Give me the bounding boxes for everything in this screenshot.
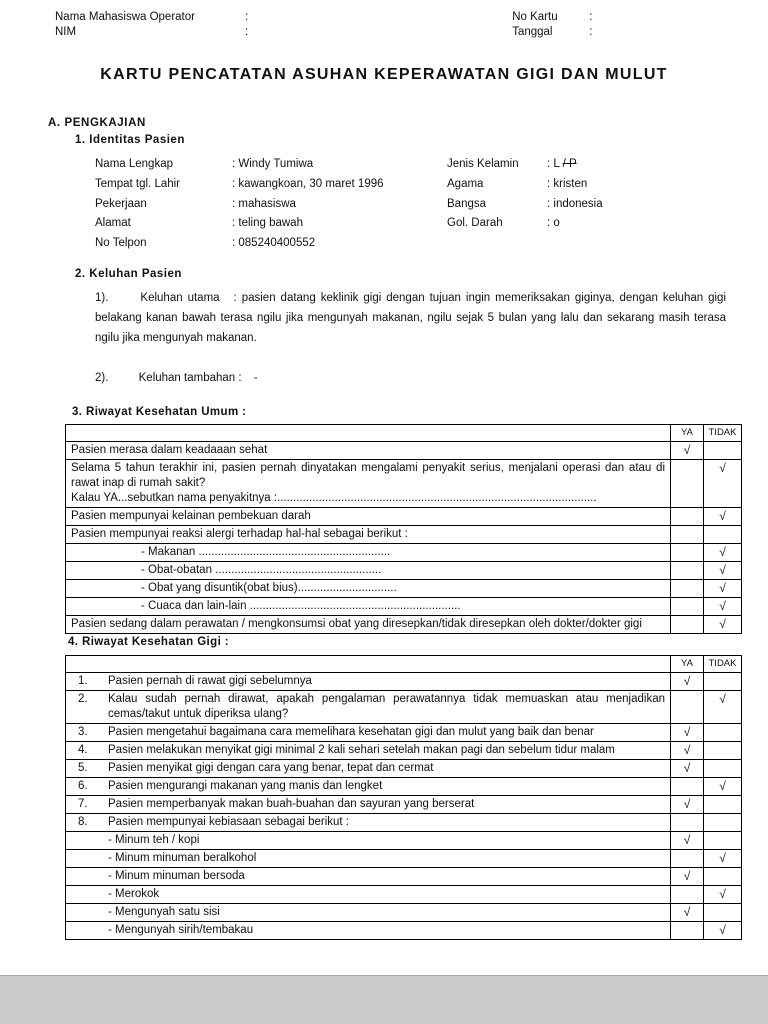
header-spacer: [248, 10, 512, 25]
colon: :: [589, 11, 593, 23]
ya-cell: [671, 561, 704, 579]
row-number: 1.: [78, 674, 88, 687]
question-cell: [66, 459, 671, 507]
question-flex: [71, 725, 665, 740]
table-row: [66, 690, 742, 723]
tidak-cell: √: [704, 543, 742, 561]
row-number: 7.: [78, 797, 88, 810]
table-row: [66, 885, 742, 903]
table-row: [66, 903, 742, 921]
row-number: 6.: [78, 779, 88, 792]
question-flex: [71, 743, 665, 758]
question-cell: [66, 741, 671, 759]
table-row: [66, 597, 742, 615]
tidak-cell: [704, 813, 742, 831]
tidak-cell: √: [704, 921, 742, 939]
table-row: [66, 672, 742, 690]
riwayat-gigi-table: [65, 655, 742, 940]
ya-cell: [671, 885, 704, 903]
row-number: [71, 923, 108, 938]
header-spacer: [248, 25, 512, 40]
header-row: [0, 25, 768, 40]
tidak-cell: √: [704, 597, 742, 615]
identity-label: Bangsa: [447, 197, 487, 210]
riwayat-umum-heading: 3. Riwayat Kesehatan Umum :: [72, 405, 247, 418]
question-cell: [66, 867, 671, 885]
question-text: Pasien mengurangi makanan yang manis dan lengket: [108, 779, 383, 792]
tidak-cell: √: [704, 561, 742, 579]
question-line: - Makanan ............................................................: [141, 545, 391, 558]
page-title: KARTU PENCATATAN ASUHAN KEPERAWATAN GIGI DAN MULUT: [100, 66, 668, 83]
identity-value: : teling bawah: [232, 217, 303, 230]
identity-value: : Windy Tumiwa: [232, 158, 314, 170]
question-cell: [66, 615, 671, 633]
tidak-cell: [704, 759, 742, 777]
question-flex: [71, 761, 665, 776]
colon: :: [245, 26, 249, 38]
ya-cell: [671, 459, 704, 507]
keluhan-utama-text: : pasien datang keklinik gigi dengan tujuan ingin memeriksakan giginya, dengan keluhan gigi belakang kanan bawah terasa ngilu jika mengunyah makanan, ngilu sejak 5 bulan yang lalu dan sekarang masih terasa ngilu jika mengunyah makanan.: [95, 291, 726, 344]
question-line: - Obat yang disuntik(obat bius)...............................: [141, 581, 397, 594]
table-row: [66, 507, 742, 525]
question-cell: [66, 885, 671, 903]
question-text: - Minum minuman beralkohol: [108, 851, 257, 864]
ya-cell: √: [671, 903, 704, 921]
question-line: Pasien sedang dalam perawatan / mengkonsumsi obat yang diresepkan/tidak diresepkan oleh dokter/dokter gigi: [71, 617, 642, 630]
row-number: [71, 869, 108, 884]
ya-cell: √: [671, 759, 704, 777]
tidak-column-header: TIDAK: [704, 424, 742, 441]
identity-rows: [0, 155, 768, 254]
ya-cell: [671, 849, 704, 867]
question-line: Kalau YA...sebutkan nama penyakitnya :....................................................................................................: [71, 491, 597, 504]
keluhan-heading: 2. Keluhan Pasien: [75, 267, 182, 280]
identity-label: Alamat: [95, 217, 131, 230]
identity-value: : L / P: [547, 158, 577, 170]
ya-column-header: YA: [671, 655, 704, 672]
identity-value: [547, 234, 768, 254]
identity-label: Pekerjaan: [95, 197, 147, 210]
question-cell: [66, 507, 671, 525]
riwayat-gigi-body: [66, 672, 742, 939]
header-label-no-kartu: No Kartu: [512, 11, 558, 23]
question-flex: [71, 923, 665, 938]
colon: :: [245, 11, 249, 23]
identitas-heading: 1. Identitas Pasien: [75, 134, 185, 146]
question-flex: [71, 692, 665, 722]
ya-cell: √: [671, 741, 704, 759]
keluhan-tambahan-text: -: [253, 371, 258, 384]
ya-cell: [671, 579, 704, 597]
row-number: [71, 905, 108, 920]
identity-label: Gol. Darah: [447, 217, 503, 230]
tidak-cell: √: [704, 615, 742, 633]
question-text: Pasien menyikat gigi dengan cara yang benar, tepat dan cermat: [108, 761, 434, 774]
row-number: [71, 887, 108, 902]
question-cell: [66, 561, 671, 579]
question-line: Pasien mempunyai kelainan pembekuan darah: [71, 509, 311, 522]
riwayat-umum-table: [65, 424, 742, 634]
keluhan-tambahan-number: 2).: [95, 371, 109, 384]
tidak-cell: [704, 795, 742, 813]
ya-cell: [671, 690, 704, 723]
question-text: - Mengunyah sirih/tembakau: [108, 923, 254, 936]
tidak-cell: √: [704, 507, 742, 525]
riwayat-gigi-heading: 4. Riwayat Kesehatan Gigi :: [68, 635, 229, 648]
ya-cell: √: [671, 672, 704, 690]
question-cell: [66, 831, 671, 849]
keluhan-utama-title: Keluhan utama: [140, 291, 220, 304]
row-number: 3.: [78, 725, 88, 738]
table-row: [66, 615, 742, 633]
question-text: Pasien mengetahui bagaimana cara memelihara kesehatan gigi dan mulut yang baik dan benar: [108, 725, 594, 738]
question-line: Pasien merasa dalam keadaaan sehat: [71, 443, 268, 456]
keluhan-tambahan-title: Keluhan tambahan :: [138, 371, 242, 384]
question-cell: [66, 777, 671, 795]
table-header-row: [66, 424, 742, 441]
row-number: [71, 833, 108, 848]
table-row: [66, 795, 742, 813]
table-row: [66, 921, 742, 939]
table-row: [66, 441, 742, 459]
question-text: Pasien pernah di rawat gigi sebelumnya: [108, 674, 312, 687]
question-cell: [66, 813, 671, 831]
tidak-cell: √: [704, 849, 742, 867]
question-line: - Obat-obatan ....................................................: [141, 563, 382, 576]
table-row: [66, 741, 742, 759]
table-row: [66, 543, 742, 561]
question-flex: [71, 869, 665, 884]
table-row: [66, 459, 742, 507]
row-number: 2.: [78, 692, 88, 705]
ya-cell: [671, 813, 704, 831]
tidak-cell: [704, 867, 742, 885]
table-row: [66, 777, 742, 795]
table-row: [66, 723, 742, 741]
question-cell: [66, 759, 671, 777]
question-text: - Minum minuman bersoda: [108, 869, 245, 882]
identity-label: [447, 234, 547, 254]
tidak-cell: √: [704, 459, 742, 507]
question-text: Pasien mempunyai kebiasaan sebagai berikut :: [108, 815, 350, 828]
tidak-cell: [704, 903, 742, 921]
table-row: [66, 561, 742, 579]
question-cell: [66, 525, 671, 543]
ya-cell: √: [671, 441, 704, 459]
question-text: Kalau sudah pernah dirawat, apakah pengalaman perawatannya tidak memuaskan atau menjadikan cemas/takut untuk diperiksa ulang?: [108, 692, 665, 720]
header-label-nama-mahasiswa-operator: Nama Mahasiswa Operator: [55, 11, 195, 23]
table-row: [66, 849, 742, 867]
identity-value: : 085240400552: [232, 237, 316, 250]
question-flex: [71, 905, 665, 920]
question-header-cell: [66, 655, 671, 672]
tidak-cell: √: [704, 690, 742, 723]
table-row: [66, 867, 742, 885]
struck-gender-option: / P: [562, 158, 577, 170]
question-cell: [66, 903, 671, 921]
question-flex: [71, 833, 665, 848]
header-row: [0, 10, 768, 25]
header-label-tanggal: Tanggal: [512, 26, 553, 38]
identity-value: : indonesia: [547, 197, 603, 210]
question-cell: [66, 579, 671, 597]
question-cell: [66, 795, 671, 813]
tidak-cell: [704, 741, 742, 759]
question-cell: [66, 921, 671, 939]
row-number: 5.: [78, 761, 88, 774]
question-text: - Merokok: [108, 887, 160, 900]
question-flex: [71, 887, 665, 902]
question-text: - Minum teh / kopi: [108, 833, 200, 846]
question-cell: [66, 543, 671, 561]
tidak-cell: [704, 525, 742, 543]
question-text: Pasien memperbanyak makan buah-buahan dan sayuran yang berserat: [108, 797, 475, 810]
ya-cell: [671, 597, 704, 615]
identity-label: Agama: [447, 177, 484, 190]
question-flex: [71, 674, 665, 689]
tidak-cell: [704, 723, 742, 741]
table-row: [66, 759, 742, 777]
identity-row: [0, 234, 768, 254]
ya-cell: √: [671, 867, 704, 885]
ya-cell: [671, 777, 704, 795]
identity-row: [0, 175, 768, 195]
row-number: 4.: [78, 743, 88, 756]
ya-cell: √: [671, 831, 704, 849]
keluhan-utama-paragraph: [95, 288, 726, 348]
identity-row: [0, 155, 768, 175]
table-header-row: [66, 655, 742, 672]
identity-value: : kristen: [547, 177, 588, 190]
identity-label: Nama Lengkap: [95, 158, 173, 170]
tidak-cell: √: [704, 885, 742, 903]
tidak-cell: √: [704, 579, 742, 597]
question-cell: [66, 723, 671, 741]
table-row: [66, 813, 742, 831]
identity-value: : kawangkoan, 30 maret 1996: [232, 177, 384, 190]
identity-row: [0, 214, 768, 234]
ya-column-header: YA: [671, 424, 704, 441]
question-flex: [71, 815, 665, 830]
tidak-column-header: TIDAK: [704, 655, 742, 672]
identity-label: Jenis Kelamin: [447, 158, 519, 170]
tidak-cell: [704, 831, 742, 849]
question-line: Pasien mempunyai reaksi alergi terhadap hal-hal sebagai berikut :: [71, 527, 408, 540]
ya-cell: √: [671, 795, 704, 813]
section-a-heading: A. PENGKAJIAN: [48, 117, 146, 129]
question-cell: [66, 597, 671, 615]
question-flex: [71, 851, 665, 866]
form-header: [0, 0, 768, 40]
colon: :: [589, 26, 593, 38]
tidak-cell: [704, 441, 742, 459]
question-cell: [66, 672, 671, 690]
table-row: [66, 579, 742, 597]
table-row: [66, 525, 742, 543]
table-row: [66, 831, 742, 849]
question-cell: [66, 441, 671, 459]
riwayat-umum-body: [66, 441, 742, 633]
identity-label: No Telpon: [95, 237, 147, 250]
ya-cell: [671, 921, 704, 939]
ya-cell: [671, 525, 704, 543]
tidak-cell: [704, 672, 742, 690]
question-line: Selama 5 tahun terakhir ini, pasien pernah dinyatakan mengalami penyakit serius, menjalani operasi dan atau di rawat inap di rumah sakit?: [71, 461, 665, 489]
question-cell: [66, 849, 671, 867]
question-cell: [66, 690, 671, 723]
row-number: [71, 851, 108, 866]
question-header-cell: [66, 424, 671, 441]
identity-value: : o: [547, 217, 560, 230]
question-line: - Cuaca dan lain-lain ..................................................................: [141, 599, 461, 612]
ya-cell: [671, 507, 704, 525]
row-number: 8.: [78, 815, 88, 828]
header-label-nim: NIM: [55, 26, 77, 38]
tidak-cell: √: [704, 777, 742, 795]
ya-cell: [671, 543, 704, 561]
keluhan-tambahan-paragraph: [95, 368, 768, 388]
question-text: - Mengunyah satu sisi: [108, 905, 220, 918]
ya-cell: [671, 615, 704, 633]
ya-cell: √: [671, 723, 704, 741]
keluhan-utama-number: 1).: [95, 291, 109, 304]
question-flex: [71, 779, 665, 794]
question-text: Pasien melakukan menyikat gigi minimal 2 kali sehari setelah makan pagi dan sebelum tidur malam: [108, 743, 615, 756]
identity-value: : mahasiswa: [232, 197, 296, 210]
identity-row: [0, 195, 768, 215]
question-flex: [71, 797, 665, 812]
identity-label: Tempat tgl. Lahir: [95, 177, 181, 190]
